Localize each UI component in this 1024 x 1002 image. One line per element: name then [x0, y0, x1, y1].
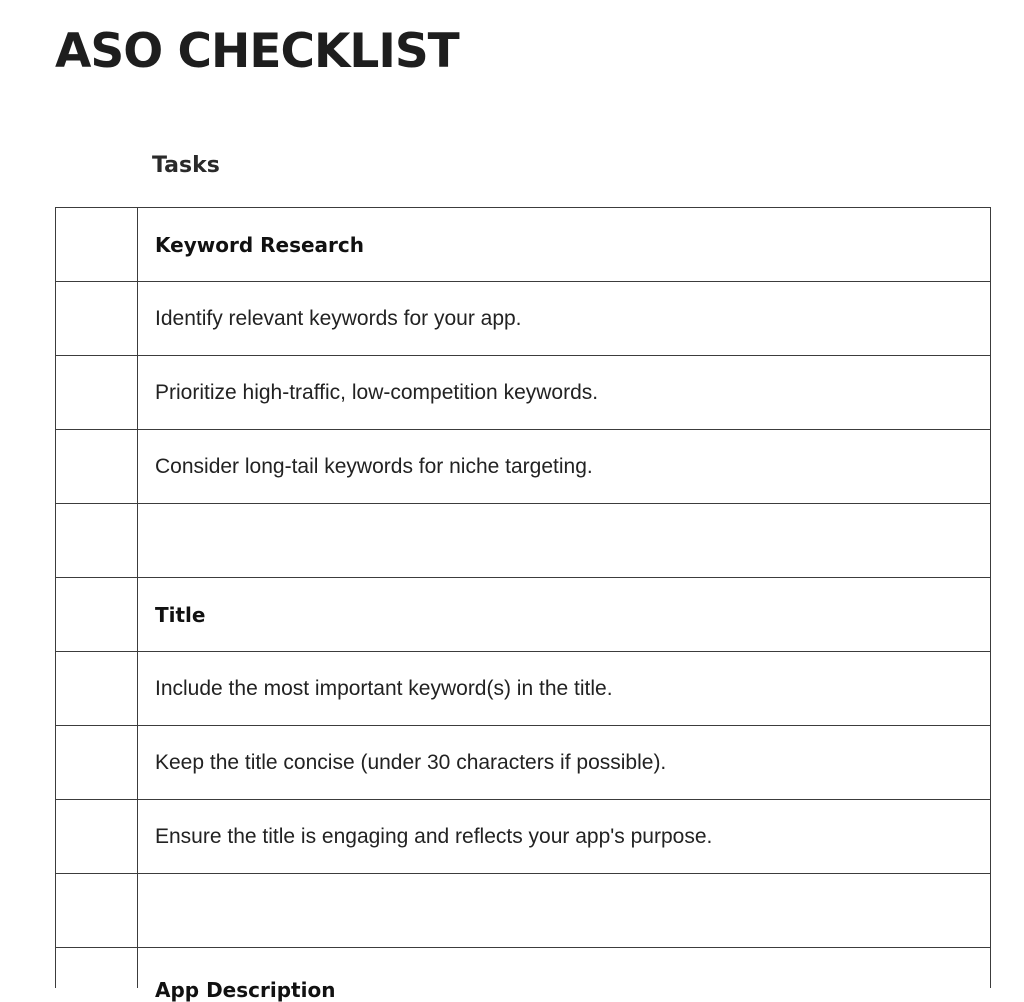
table-row — [55, 281, 991, 355]
task-cell: Consider long-tail keywords for niche targeting. — [155, 454, 593, 478]
table-row — [55, 725, 991, 799]
section-heading-cell: Keyword Research — [155, 232, 364, 257]
table-row — [55, 947, 991, 1002]
checkbox-cell[interactable] — [56, 800, 138, 873]
checkbox-cell[interactable] — [56, 356, 138, 429]
checkbox-cell[interactable] — [56, 652, 138, 725]
checkbox-cell[interactable] — [56, 948, 138, 988]
task-cell: Include the most important keyword(s) in the title. — [155, 676, 613, 700]
checkbox-cell[interactable] — [56, 726, 138, 799]
checklist-table — [55, 207, 991, 1002]
checkbox-cell[interactable] — [56, 208, 138, 281]
table-row — [55, 799, 991, 873]
checkbox-cell[interactable] — [56, 430, 138, 503]
section-heading-cell — [138, 948, 990, 1002]
task-cell: Prioritize high-traffic, low-competition keywords. — [155, 380, 599, 404]
table-row — [55, 577, 991, 651]
table-row — [55, 207, 991, 281]
table-row — [55, 355, 991, 429]
page-title: ASO CHECKLIST — [55, 24, 459, 79]
checkbox-cell[interactable] — [56, 578, 138, 651]
checkbox-cell[interactable] — [56, 504, 138, 577]
tasks-column-heading: Tasks — [152, 153, 220, 178]
section-heading-text: App Description — [155, 978, 336, 1002]
section-heading-cell: Title — [155, 602, 206, 627]
blank-task-cell[interactable] — [138, 874, 990, 947]
checkbox-cell[interactable] — [56, 282, 138, 355]
table-row — [55, 651, 991, 725]
task-cell: Ensure the title is engaging and reflects your app's purpose. — [155, 824, 713, 848]
table-row — [55, 429, 991, 503]
blank-task-cell[interactable] — [138, 504, 990, 577]
task-cell: Keep the title concise (under 30 characters if possible). — [155, 750, 667, 774]
task-cell: Identify relevant keywords for your app. — [155, 306, 522, 330]
table-row — [55, 503, 991, 577]
table-row — [55, 873, 991, 947]
checkbox-cell[interactable] — [56, 874, 138, 947]
